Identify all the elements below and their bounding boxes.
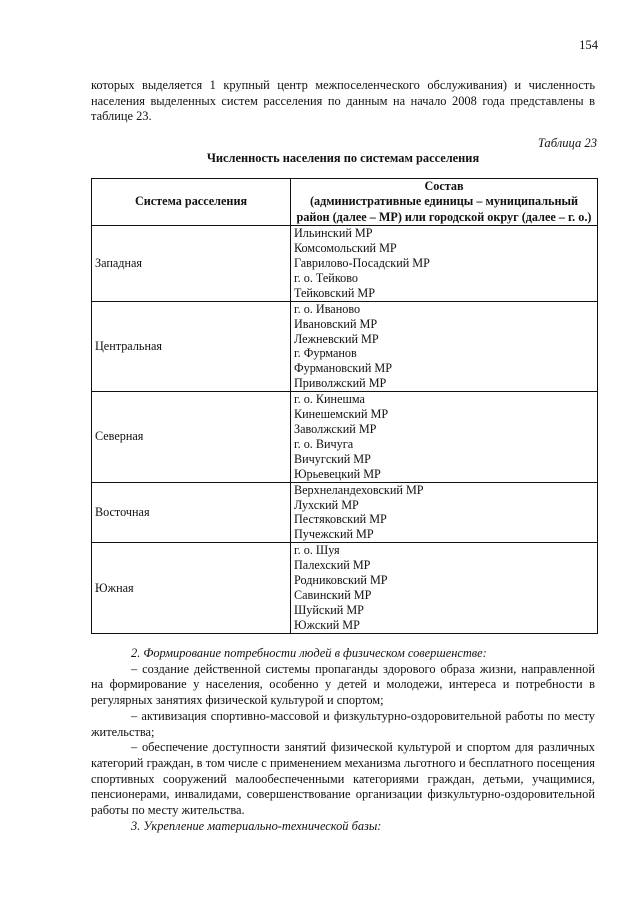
table-row	[92, 543, 598, 633]
table-label: Таблица 23	[537, 136, 597, 150]
unit-item: г. о. Шуя	[294, 543, 340, 558]
header-comp-line2: (административные единицы – муниципальный	[309, 194, 579, 209]
unit-item: Лежневский МР	[294, 331, 379, 346]
unit-item: г. о. Иваново	[294, 301, 361, 316]
unit-item: г. о. Вичуга	[294, 436, 354, 451]
unit-item: Кинешемский МР	[294, 407, 389, 422]
unit-item: Тейковский МР	[294, 285, 376, 300]
system-name: Северная	[92, 392, 291, 482]
unit-item: Комсомольский МР	[294, 241, 397, 256]
units-list	[291, 482, 598, 543]
table-row	[92, 392, 598, 482]
table-title: Численность населения по системам расселения	[206, 151, 480, 165]
unit-item: Шуйский МР	[294, 602, 364, 617]
paragraph-activation: – активизация спортивно-массовой и физкультурно-оздоровительной работы по месту жительства;	[91, 708, 595, 739]
unit-item: Приволжский МР	[294, 376, 387, 391]
unit-item: Заволжский МР	[294, 422, 377, 436]
unit-item: Верхнеландеховский МР	[294, 482, 424, 497]
body-text	[91, 646, 595, 834]
unit-item: Вичугский МР	[294, 451, 371, 466]
page-number: 154	[579, 38, 598, 52]
header-system: Система расселения	[92, 179, 291, 226]
header-comp-line3: район (далее – МР) или городской округ (далее – г. о.)	[296, 209, 592, 224]
table-row	[92, 226, 598, 302]
units-list	[291, 392, 598, 482]
unit-item: Савинский МР	[294, 587, 372, 602]
paragraph-propaganda: – создание действенной системы пропаганды здорового образа жизни, направленной на формирование у населения, особенно у детей и молодежи, интереса и потребности в регулярных занятиях физической культурой и спортом;	[91, 661, 595, 708]
unit-item: Фурмановский МР	[294, 361, 393, 376]
system-name: Центральная	[92, 301, 291, 391]
header-comp-line1: Состав	[424, 179, 464, 193]
table-row	[92, 482, 598, 543]
unit-item: г. о. Кинешма	[294, 392, 365, 407]
unit-item: Южский МР	[294, 617, 360, 632]
units-list	[291, 226, 598, 302]
unit-item: г. Фурманов	[294, 346, 357, 361]
section-3-heading: 3. Укрепление материально-технической базы:	[131, 818, 382, 833]
unit-item: г. о. Тейково	[294, 270, 358, 285]
paragraph-accessibility: – обеспечение доступности занятий физической культурой и спортом для различных категорий граждан, в том числе с применением механизма льготного и бесплатного посещения спортивных сооружений малообеспеченными категориями граждан, детьми, учащимися, пенсионерами, инвалидами, совершенствование организации физкультурно-оздоровительной работы по месту жительства.	[91, 740, 595, 818]
system-name: Восточная	[92, 482, 291, 543]
settlement-table	[91, 178, 598, 634]
table-row	[92, 301, 598, 391]
unit-item: Юрьевецкий МР	[294, 466, 381, 481]
table-header-row	[92, 179, 598, 226]
unit-item: Пестяковский МР	[294, 512, 387, 527]
unit-item: Ивановский МР	[294, 316, 378, 331]
units-list	[291, 543, 598, 633]
unit-item: Пучежский МР	[294, 527, 374, 542]
units-list	[291, 301, 598, 391]
intro-paragraph: которых выделяется 1 крупный центр межпоселенческого обслуживания) и численность населения выделенных систем расселения по данным на начало 2008 года представлены в таблице 23.	[91, 78, 595, 124]
unit-item: Родниковский МР	[294, 573, 388, 588]
unit-item: Гаврилово-Посадский МР	[294, 256, 430, 271]
unit-item: Ильинский МР	[294, 226, 373, 241]
system-name: Западная	[92, 226, 291, 302]
unit-item: Палехский МР	[294, 558, 371, 573]
header-composition	[291, 179, 598, 226]
section-2-heading: 2. Формирование потребности людей в физическом совершенстве:	[131, 646, 487, 660]
unit-item: Лухский МР	[294, 497, 359, 512]
system-name: Южная	[92, 543, 291, 633]
